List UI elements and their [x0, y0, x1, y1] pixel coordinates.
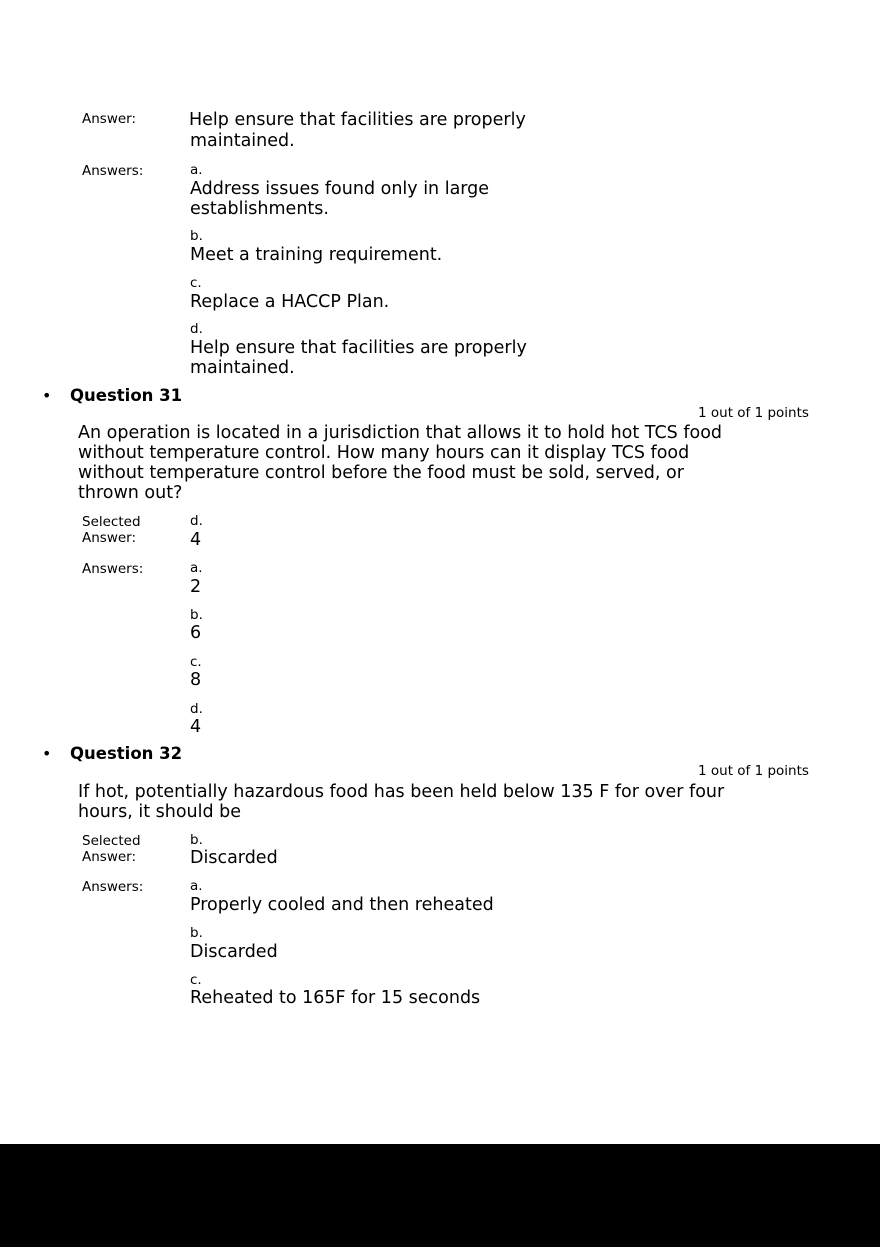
option-text: 2	[190, 577, 202, 597]
question-text-line: hours, it should be	[78, 802, 242, 822]
answers-label: Answers:	[82, 163, 144, 179]
selected-answer-label: Answer:	[82, 530, 137, 546]
option-letter: d.	[190, 701, 203, 717]
option-text: Properly cooled and then reheated	[190, 895, 494, 915]
option-letter: c.	[190, 972, 202, 988]
selected-answer-label: Answer:	[82, 849, 137, 865]
points-badge: 1 out of 1 points	[698, 763, 809, 779]
points-badge: 1 out of 1 points	[698, 405, 809, 421]
option-letter: a.	[190, 878, 203, 894]
answers-label: Answers:	[82, 879, 144, 895]
bullet-icon: •	[42, 744, 52, 763]
option-text: Replace a HACCP Plan.	[190, 292, 390, 312]
answers-label: Answers:	[82, 561, 144, 577]
option-letter: a.	[190, 560, 203, 576]
selected-value: 4	[190, 530, 202, 550]
option-text: 6	[190, 623, 202, 643]
bullet-icon: •	[42, 386, 52, 405]
selected-value: Discarded	[190, 848, 278, 868]
question-text-line: If hot, potentially hazardous food has been held below 135 F for over four	[78, 782, 725, 802]
option-text: establishments.	[190, 199, 329, 219]
selected-letter: b.	[190, 832, 203, 848]
selected-answer-label: Selected	[82, 833, 141, 849]
option-text: Meet a training requirement.	[190, 245, 443, 265]
option-letter: d.	[190, 321, 203, 337]
given-answer-line: Help ensure that facilities are properly	[189, 110, 526, 130]
question-text-line: An operation is located in a jurisdiction that allows it to hold hot TCS food	[78, 423, 723, 443]
selected-answer-label: Selected	[82, 514, 141, 530]
question-title: Question 31	[70, 386, 183, 405]
option-text: Reheated to 165F for 15 seconds	[190, 988, 481, 1008]
option-letter: c.	[190, 275, 202, 291]
option-text: 4	[190, 717, 202, 737]
option-text: Discarded	[190, 942, 278, 962]
option-text: Help ensure that facilities are properly	[190, 338, 527, 358]
option-letter: c.	[190, 654, 202, 670]
option-text: maintained.	[190, 358, 295, 378]
option-text: 8	[190, 670, 202, 690]
question-text-line: thrown out?	[78, 483, 183, 503]
question-text-line: without temperature control before the food must be sold, served, or	[78, 463, 684, 483]
option-letter: a.	[190, 162, 203, 178]
question-text-line: without temperature control. How many hours can it display TCS food	[78, 443, 690, 463]
question-title: Question 32	[70, 744, 183, 763]
option-letter: b.	[190, 228, 203, 244]
selected-letter: d.	[190, 513, 203, 529]
option-text: Address issues found only in large	[190, 179, 490, 199]
bottom-black-bar	[0, 1144, 880, 1247]
option-letter: b.	[190, 607, 203, 623]
given-answer-line: maintained.	[190, 131, 295, 151]
option-letter: b.	[190, 925, 203, 941]
answer-label: Answer:	[82, 111, 137, 127]
